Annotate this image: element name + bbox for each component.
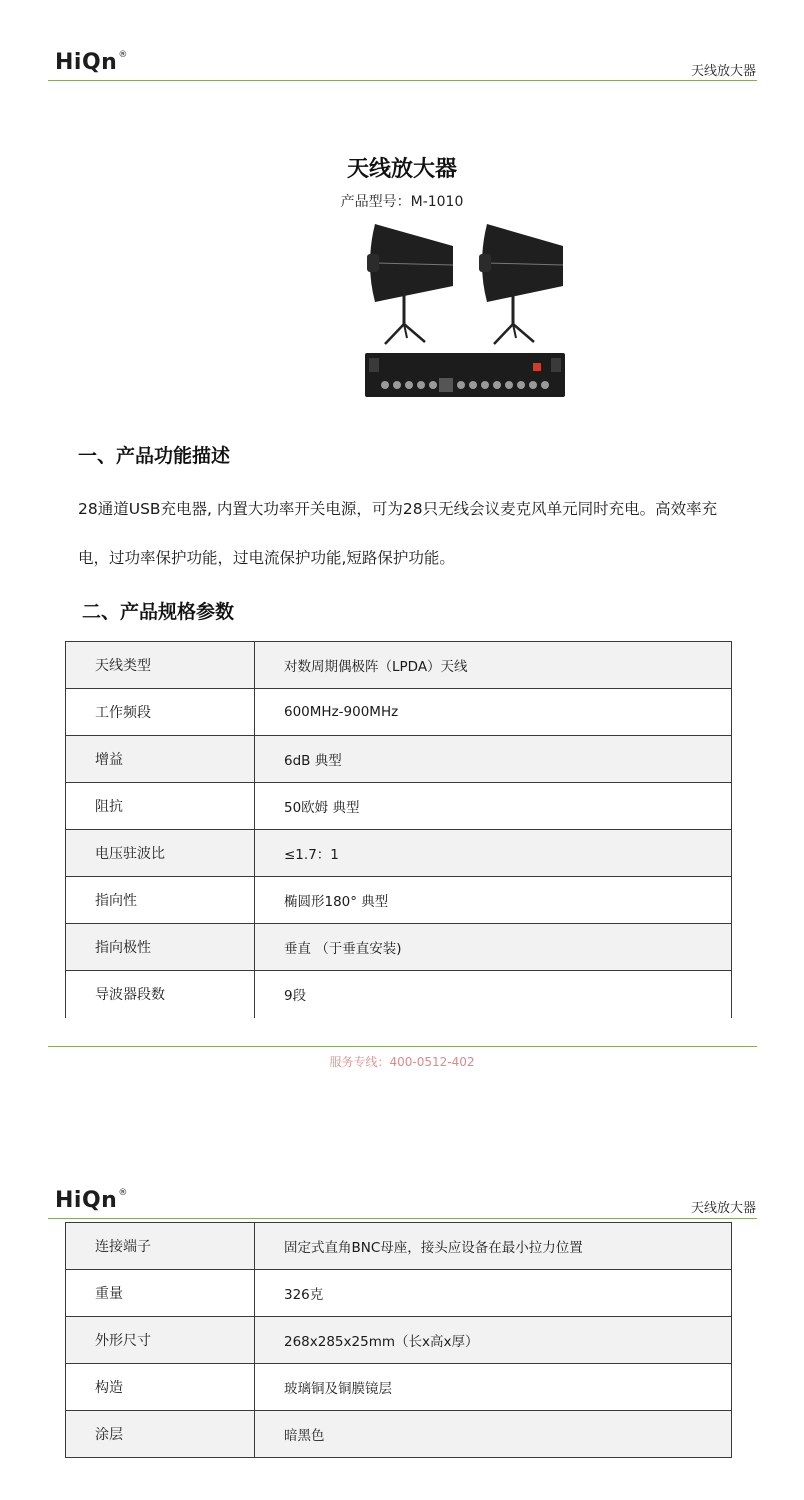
spec-value: 600MHz-900MHz (255, 689, 732, 736)
spec-value: 50欧姆 典型 (255, 783, 732, 830)
spec-key: 指向性 (66, 877, 255, 924)
spec-value: ≤1.7：1 (255, 830, 732, 877)
table-row (66, 877, 732, 924)
service-hotline: 服务专线：400-0512-402 (329, 1055, 475, 1069)
spec-key: 增益 (66, 736, 255, 783)
header-title: 天线放大器 (690, 64, 756, 79)
spec-key: 涂层 (66, 1411, 255, 1458)
section-heading-features: 一、产品功能描述 (78, 445, 231, 467)
spec-value: 268x285x25mm（长x高x厚） (255, 1317, 732, 1364)
spec-value: 326克 (255, 1270, 732, 1317)
spec-key: 外形尺寸 (66, 1317, 255, 1364)
header-divider (48, 80, 757, 81)
spec-table-continued (65, 1222, 732, 1458)
table-row (66, 736, 732, 783)
table-row (66, 924, 732, 971)
product-image (355, 218, 575, 403)
registered-mark: ® (118, 49, 128, 60)
spec-value: 6dB 典型 (255, 736, 732, 783)
footer-divider (48, 1046, 757, 1047)
table-row (66, 783, 732, 830)
table-row (66, 830, 732, 877)
spec-key: 天线类型 (66, 642, 255, 689)
brand-logo-text: HiQn (55, 1188, 118, 1213)
registered-mark: ® (118, 1187, 128, 1198)
features-paragraph-line-2: 电，过功率保护功能，过电流保护功能,短路保护功能。 (78, 549, 455, 567)
table-row (66, 642, 732, 689)
spec-key: 电压驻波比 (66, 830, 255, 877)
document-title: 天线放大器 (346, 157, 457, 182)
antenna-image (479, 224, 563, 344)
spec-key: 导波器段数 (66, 971, 255, 1018)
spec-key: 阻抗 (66, 783, 255, 830)
table-row (66, 689, 732, 736)
spec-key: 连接端子 (66, 1223, 255, 1270)
spec-table (65, 641, 732, 1018)
features-paragraph-line-1: 28通道USB充电器, 内置大功率开关电源，可为28只无线会议麦克风单元同时充电。高效率充 (78, 500, 718, 518)
table-row (66, 1270, 732, 1317)
table-row (66, 1364, 732, 1411)
section-heading-specs: 二、产品规格参数 (82, 601, 235, 623)
amplifier-image (365, 353, 565, 397)
table-row (66, 1317, 732, 1364)
spec-value: 9段 (255, 971, 732, 1018)
model-value: M-1010 (410, 194, 464, 210)
table-row (66, 1223, 732, 1270)
spec-key: 构造 (66, 1364, 255, 1411)
header-title: 天线放大器 (690, 1201, 756, 1216)
spec-key: 工作频段 (66, 689, 255, 736)
model-label: 产品型号： (340, 194, 411, 210)
spec-key: 重量 (66, 1270, 255, 1317)
table-row (66, 1411, 732, 1458)
header-divider (48, 1218, 757, 1219)
spec-value: 暗黑色 (255, 1411, 732, 1458)
spec-value: 固定式直角BNC母座，接头应设备在最小拉力位置 (255, 1223, 732, 1270)
brand-logo (55, 1188, 128, 1213)
brand-logo (55, 50, 128, 75)
spec-value: 玻璃铜及铜膜镜层 (255, 1364, 732, 1411)
table-row (66, 971, 732, 1018)
antenna-image (367, 224, 453, 344)
brand-logo-text: HiQn (55, 50, 118, 75)
model-number (0, 191, 804, 211)
spec-value: 垂直 （于垂直安装) (255, 924, 732, 971)
spec-value: 对数周期偶极阵（LPDA）天线 (255, 642, 732, 689)
spec-key: 指向极性 (66, 924, 255, 971)
spec-value: 椭圆形180° 典型 (255, 877, 732, 924)
